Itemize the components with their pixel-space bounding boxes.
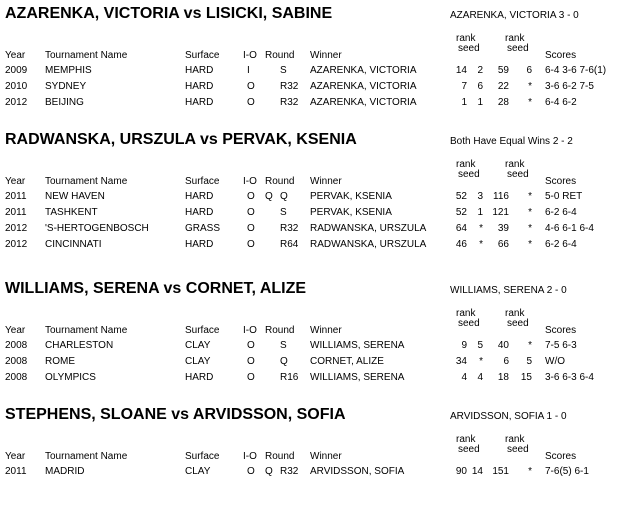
cell-io: O [247, 340, 255, 351]
cell-seed1: 5 [477, 340, 483, 351]
header-surface: Surface [185, 176, 220, 187]
header-surface: Surface [185, 325, 220, 336]
cell-seed1: * [479, 223, 483, 234]
cell-round: R32 [280, 81, 299, 92]
header-scores: Scores [545, 451, 577, 462]
cell-round: R64 [280, 239, 299, 250]
cell-surface: GRASS [185, 223, 221, 234]
header-scores: Scores [545, 325, 577, 336]
header-winner: Winner [310, 325, 342, 336]
match-title: WILLIAMS, SERENA vs CORNET, ALIZE [5, 280, 307, 297]
cell-rank2: 40 [497, 340, 509, 351]
cell-seed1: 6 [477, 81, 483, 92]
cell-io: O [247, 223, 255, 234]
cell-io: O [247, 356, 255, 367]
header-surface: Surface [185, 50, 220, 61]
cell-score: 7-6(5) 6-1 [545, 466, 589, 477]
cell-surface: CLAY [185, 466, 211, 477]
cell-io: O [247, 81, 255, 92]
cell-year: 2008 [5, 356, 28, 367]
cell-tournament: BEIJING [45, 97, 84, 108]
cell-year: 2011 [5, 191, 27, 202]
cell-rank2: 151 [492, 466, 509, 477]
cell-surface: HARD [185, 191, 214, 202]
header-year: Year [5, 176, 26, 187]
cell-rank2: 116 [493, 191, 509, 202]
header-rank-2: rank [505, 33, 525, 44]
cell-winner: RADWANSKA, URSZULA [310, 223, 427, 234]
cell-rank1: 64 [455, 223, 467, 234]
cell-seed2: * [528, 223, 532, 234]
header-round: Round [265, 451, 295, 462]
header-rank-2: rank [505, 159, 525, 170]
cell-seed1: * [479, 239, 483, 250]
cell-rank1: 1 [461, 97, 467, 108]
match-title: AZARENKA, VICTORIA vs LISICKI, SABINE [5, 5, 333, 22]
cell-score: 6-2 6-4 [545, 239, 577, 250]
cell-score: 4-6 6-1 6-4 [545, 223, 594, 234]
cell-round: S [280, 340, 287, 351]
cell-winner: AZARENKA, VICTORIA [310, 65, 417, 76]
header-rank-1: rank [456, 159, 476, 170]
cell-seed2: * [528, 207, 532, 218]
header-year: Year [5, 50, 26, 61]
cell-surface: HARD [185, 207, 214, 218]
cell-rank2: 59 [497, 65, 509, 76]
cell-tournament: SYDNEY [45, 81, 87, 92]
cell-rank2: 28 [497, 97, 509, 108]
cell-rank2: 66 [497, 239, 509, 250]
cell-tournament: 'S-HERTOGENBOSCH [45, 223, 149, 234]
cell-score: 6-4 3-6 7-6(1) [545, 65, 607, 76]
cell-winner: WILLIAMS, SERENA [310, 340, 405, 351]
match-title: STEPHENS, SLOANE vs ARVIDSSON, SOFIA [5, 406, 346, 423]
match-block [0, 406, 625, 516]
cell-io: O [247, 372, 255, 383]
cell-year: 2008 [5, 372, 28, 383]
header-tournament: Tournament Name [45, 176, 128, 187]
cell-io: O [247, 191, 255, 202]
cell-year: 2012 [5, 239, 28, 250]
header-winner: Winner [310, 451, 342, 462]
cell-rank2: 39 [497, 223, 509, 234]
header-seed-1: seed [458, 43, 480, 54]
header-round: Round [265, 50, 295, 61]
header-seed-2: seed [507, 318, 529, 329]
cell-year: 2008 [5, 340, 28, 351]
cell-rank2: 121 [492, 207, 509, 218]
cell-rank1: 9 [461, 340, 467, 351]
cell-tournament: CHARLESTON [45, 340, 114, 351]
cell-rank1: 90 [455, 466, 467, 477]
cell-seed1: 14 [471, 466, 483, 477]
cell-rank1: 52 [455, 191, 467, 202]
cell-year: 2011 [5, 207, 27, 218]
cell-seed1: 3 [477, 191, 483, 202]
cell-seed2: * [528, 239, 532, 250]
cell-io: I [247, 65, 250, 76]
match-block [0, 5, 625, 115]
match-title: RADWANSKA, URSZULA vs PERVAK, KSENIA [5, 131, 357, 148]
cell-year: 2012 [5, 223, 28, 234]
header-winner: Winner [310, 50, 342, 61]
cell-round: R32 [280, 466, 299, 477]
header-seed-1: seed [458, 444, 480, 455]
cell-winner: PERVAK, KSENIA [310, 207, 392, 218]
cell-io: O [247, 239, 255, 250]
header-tournament: Tournament Name [45, 50, 128, 61]
cell-year: 2009 [5, 65, 28, 76]
cell-rank1: 52 [455, 207, 467, 218]
cell-year: 2011 [5, 466, 27, 477]
match-summary: AZARENKA, VICTORIA 3 - 0 [450, 10, 579, 21]
header-seed-1: seed [458, 318, 480, 329]
cell-round: R32 [280, 97, 299, 108]
cell-score: 6-2 6-4 [545, 207, 577, 218]
cell-rank1: 4 [461, 372, 467, 383]
cell-score: 7-5 6-3 [545, 340, 577, 351]
cell-winner: AZARENKA, VICTORIA [310, 81, 417, 92]
header-year: Year [5, 325, 26, 336]
header-rank-1: rank [456, 33, 476, 44]
cell-year: 2010 [5, 81, 28, 92]
cell-year: 2012 [5, 97, 28, 108]
cell-tournament: TASHKENT [45, 207, 98, 218]
header-round: Round [265, 176, 295, 187]
cell-winner: WILLIAMS, SERENA [310, 372, 405, 383]
header-year: Year [5, 451, 26, 462]
cell-surface: HARD [185, 65, 214, 76]
header-surface: Surface [185, 451, 220, 462]
cell-seed2: * [528, 81, 532, 92]
cell-tournament: OLYMPICS [45, 372, 96, 383]
cell-tournament: NEW HAVEN [45, 191, 105, 202]
header-winner: Winner [310, 176, 342, 187]
header-round: Round [265, 325, 295, 336]
header-scores: Scores [545, 50, 577, 61]
cell-round: S [280, 207, 287, 218]
header-rank-1: rank [456, 308, 476, 319]
cell-round: Q [280, 191, 288, 202]
match-block [0, 280, 625, 390]
cell-seed1: 1 [477, 97, 483, 108]
cell-winner: ARVIDSSON, SOFIA [310, 466, 405, 477]
cell-score: W/O [545, 356, 565, 367]
cell-tournament: MEMPHIS [45, 65, 92, 76]
header-seed-2: seed [507, 444, 529, 455]
cell-round: R16 [280, 372, 299, 383]
cell-io: O [247, 466, 255, 477]
cell-rank1: 46 [455, 239, 467, 250]
cell-q: Q [265, 466, 273, 477]
match-summary: ARVIDSSON, SOFIA 1 - 0 [450, 411, 567, 422]
cell-score: 6-4 6-2 [545, 97, 577, 108]
header-io: I-O [243, 325, 257, 336]
header-tournament: Tournament Name [45, 451, 128, 462]
cell-tournament: ROME [45, 356, 75, 367]
cell-winner: RADWANSKA, URSZULA [310, 239, 427, 250]
header-rank-2: rank [505, 434, 525, 445]
match-summary: WILLIAMS, SERENA 2 - 0 [450, 285, 567, 296]
cell-seed2: 5 [526, 356, 532, 367]
cell-winner: CORNET, ALIZE [310, 356, 384, 367]
cell-round: Q [280, 356, 288, 367]
header-io: I-O [243, 176, 257, 187]
cell-q: Q [265, 191, 273, 202]
cell-surface: HARD [185, 372, 214, 383]
cell-seed1: 1 [477, 207, 483, 218]
cell-score: 3-6 6-2 7-5 [545, 81, 594, 92]
cell-seed1: 4 [477, 372, 483, 383]
cell-tournament: MADRID [45, 466, 85, 477]
cell-score: 5-0 RET [545, 191, 583, 202]
cell-seed2: * [528, 466, 532, 477]
header-scores: Scores [545, 176, 577, 187]
header-io: I-O [243, 451, 257, 462]
cell-seed2: * [528, 191, 532, 202]
cell-surface: HARD [185, 239, 214, 250]
cell-seed2: * [528, 340, 532, 351]
cell-rank2: 22 [497, 81, 509, 92]
cell-tournament: CINCINNATI [45, 239, 102, 250]
cell-seed2: 15 [520, 372, 532, 383]
header-seed-2: seed [507, 43, 529, 54]
cell-rank1: 34 [455, 356, 467, 367]
match-summary: Both Have Equal Wins 2 - 2 [450, 136, 573, 147]
cell-round: R32 [280, 223, 299, 234]
cell-round: S [280, 65, 287, 76]
cell-seed2: * [528, 97, 532, 108]
cell-winner: AZARENKA, VICTORIA [310, 97, 417, 108]
header-io: I-O [243, 50, 257, 61]
cell-rank2: 6 [503, 356, 509, 367]
cell-surface: HARD [185, 97, 214, 108]
cell-seed2: 6 [526, 65, 532, 76]
cell-rank1: 7 [461, 81, 467, 92]
header-seed-1: seed [458, 169, 480, 180]
cell-winner: PERVAK, KSENIA [310, 191, 392, 202]
header-tournament: Tournament Name [45, 325, 128, 336]
header-rank-1: rank [456, 434, 476, 445]
cell-score: 3-6 6-3 6-4 [545, 372, 594, 383]
cell-io: O [247, 207, 255, 218]
cell-seed1: * [479, 356, 483, 367]
header-rank-2: rank [505, 308, 525, 319]
cell-surface: CLAY [185, 340, 211, 351]
header-seed-2: seed [507, 169, 529, 180]
cell-seed1: 2 [477, 65, 483, 76]
cell-surface: HARD [185, 81, 214, 92]
match-block [0, 131, 625, 250]
cell-io: O [247, 97, 255, 108]
cell-rank1: 14 [455, 65, 467, 76]
cell-surface: CLAY [185, 356, 211, 367]
cell-rank2: 18 [497, 372, 509, 383]
